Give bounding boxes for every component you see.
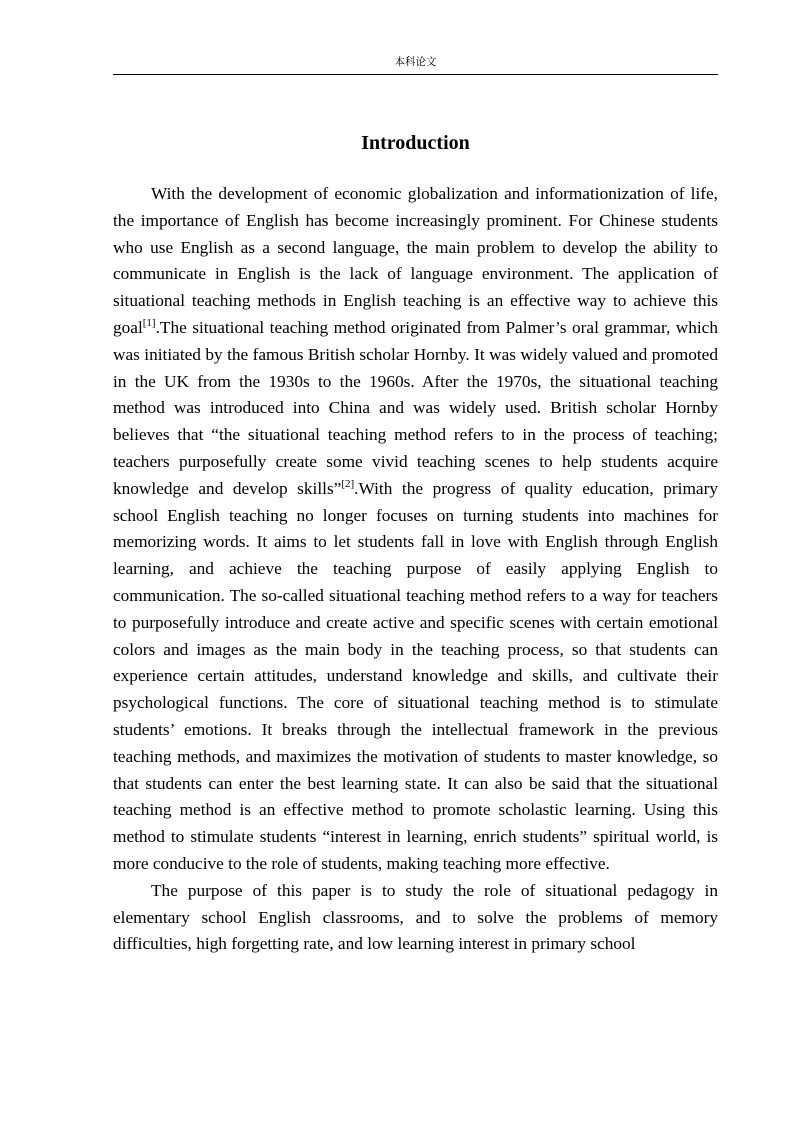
citation-2: [2] bbox=[341, 478, 355, 490]
body-text bbox=[113, 181, 718, 958]
paragraph-1-part-2: .The situational teaching method originated from Palmer’s oral grammar, which was initiated by the famous British scholar Hornby. It was widely valued and promoted in the UK from the 1930s to the 1960s. After the 1970s, the situational teaching method was introduced into China and was widely used. British scholar Hornby believes that “the situational teaching method refers to in the process of teaching; teachers purposefully create some vivid teaching scenes to help students acquire knowledge and develop skills” bbox=[113, 317, 718, 498]
paragraph-1-part-1: With the development of economic globalization and informationization of life, the importance of English has become increasingly prominent. For Chinese students who use English as a second language, the main problem to develop the ability to communicate in English is the lack of language environment. The application of situational teaching methods in English teaching is an effective way to achieve this goal bbox=[113, 184, 718, 337]
running-header bbox=[113, 54, 718, 75]
paragraph-1 bbox=[113, 181, 718, 878]
paragraph-1-part-3: .With the progress of quality education, primary school English teaching no longer focuses on turning students into machines for memorizing words. It aims to let students fall in love with English through English learning, and achieve the teaching purpose of easily applying English to communication. The so-called situational teaching method refers to a way for teachers to purposefully introduce and create active and specific scenes with certain emotional colors and images as the main body in the teaching process, so that students can experience certain attitudes, understand knowledge and skills, and cultivate their psychological functions. The core of situational teaching method is to stimulate students’ emotions. It breaks through the intellectual framework in the previous teaching methods, and maximizes the motivation of students to master knowledge, so that students can enter the best learning state. It can also be said that the situational teaching method is an effective method to promote scholastic learning. Using this method to stimulate students “interest in learning, enrich students” spiritual world, is more conducive to the role of students, making teaching more effective. bbox=[113, 478, 718, 873]
paragraph-2-text: The purpose of this paper is to study the role of situational pedagogy in elementary school English classrooms, and to solve the problems of memory difficulties, high forgetting rate, and low learning interest in primary school bbox=[113, 880, 718, 954]
running-header-title: 本科论文 bbox=[394, 56, 437, 68]
paragraph-2 bbox=[113, 878, 718, 958]
citation-1: [1] bbox=[142, 317, 156, 330]
section-title: Introduction bbox=[361, 132, 470, 154]
